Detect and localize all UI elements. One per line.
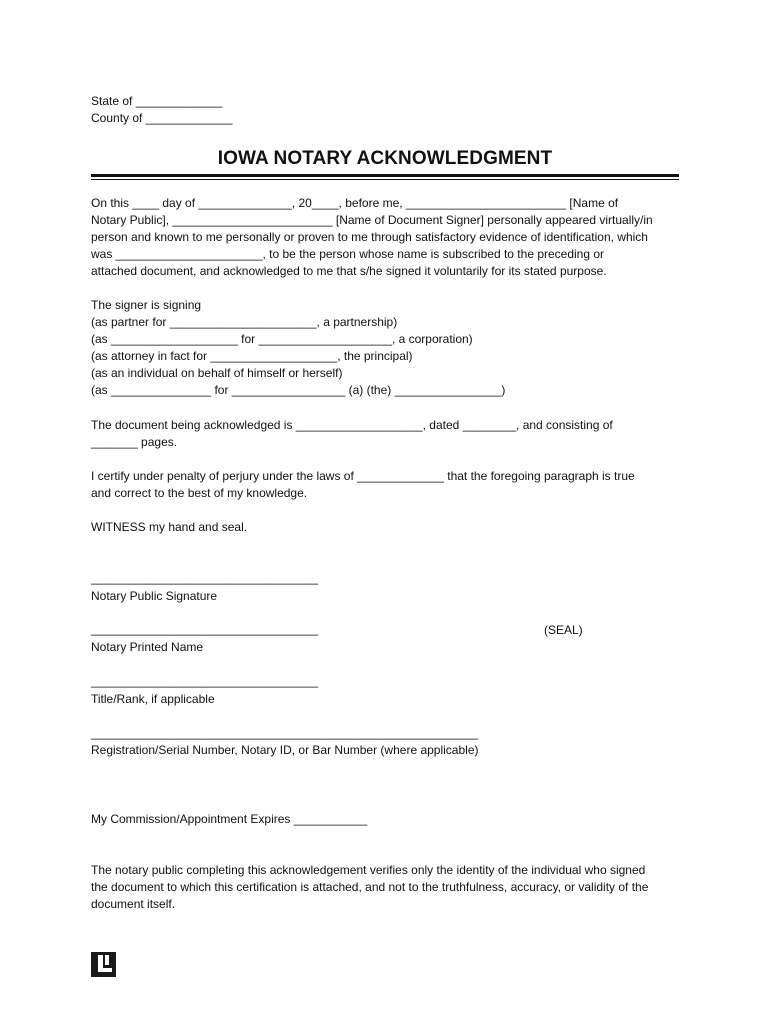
capacity-option: (as _______________ for _________________ (a) (the) ________________) bbox=[91, 383, 506, 397]
seal-label: (SEAL) bbox=[544, 623, 583, 637]
title-rule-thick bbox=[91, 174, 679, 177]
disclaimer-line: the document to which this certification is attached, and not to the truthfulness, accuracy, or validity of the bbox=[91, 880, 649, 894]
capacity-heading: The signer is signing bbox=[91, 298, 202, 312]
intro-line: person and known to me personally or proven to me through satisfactory evidence of identification, which bbox=[91, 230, 648, 244]
brand-logo-icon bbox=[91, 952, 116, 977]
document-info-line: The document being acknowledged is ___________________, dated ________, and consisting of bbox=[91, 418, 613, 432]
disclaimer-line: The notary public completing this acknowledgement verifies only the identity of the individual who signed bbox=[91, 863, 646, 877]
intro-line: was ______________________, to be the person whose name is subscribed to the preceding or bbox=[91, 247, 605, 261]
intro-line: On this ____ day of ______________, 20____, before me, ________________________ [Name of bbox=[91, 196, 619, 210]
document-info-line: _______ pages. bbox=[91, 435, 178, 449]
county-line: County of _____________ bbox=[91, 111, 233, 125]
intro-line: Notary Public], ________________________ [Name of Document Signer] personally appeared virtually/in bbox=[91, 213, 653, 227]
commission-line: My Commission/Appointment Expires ___________ bbox=[91, 812, 368, 826]
signature-blank: __________________________________ bbox=[91, 571, 318, 585]
title-rank-label: Title/Rank, if applicable bbox=[91, 692, 215, 706]
registration-label: Registration/Serial Number, Notary ID, or Bar Number (where applicable) bbox=[91, 743, 479, 757]
state-line: State of _____________ bbox=[91, 94, 223, 108]
registration-blank: __________________________________________________________ bbox=[91, 726, 479, 740]
capacity-option: (as attorney in fact for ___________________, the principal) bbox=[91, 349, 413, 363]
capacity-option: (as partner for ______________________, a partnership) bbox=[91, 315, 398, 329]
disclaimer-line: document itself. bbox=[91, 897, 176, 911]
capacity-option: (as an individual on behalf of himself or herself) bbox=[91, 366, 343, 380]
printed-name-label: Notary Printed Name bbox=[91, 640, 204, 654]
printed-name-blank: __________________________________ bbox=[91, 622, 318, 636]
document-title: IOWA NOTARY ACKNOWLEDGMENT bbox=[217, 148, 553, 169]
title-rank-blank: __________________________________ bbox=[91, 674, 318, 688]
capacity-option: (as ___________________ for ____________________, a corporation) bbox=[91, 332, 473, 346]
witness-line: WITNESS my hand and seal. bbox=[91, 520, 248, 534]
certify-line: and correct to the best of my knowledge. bbox=[91, 486, 308, 500]
title-rule-thin bbox=[91, 179, 679, 180]
signature-label: Notary Public Signature bbox=[91, 589, 218, 603]
intro-line: attached document, and acknowledged to me that s/he signed it voluntarily for its stated purpose. bbox=[91, 264, 607, 278]
certify-line: I certify under penalty of perjury under the laws of _____________ that the foregoing paragraph is true bbox=[91, 469, 635, 483]
